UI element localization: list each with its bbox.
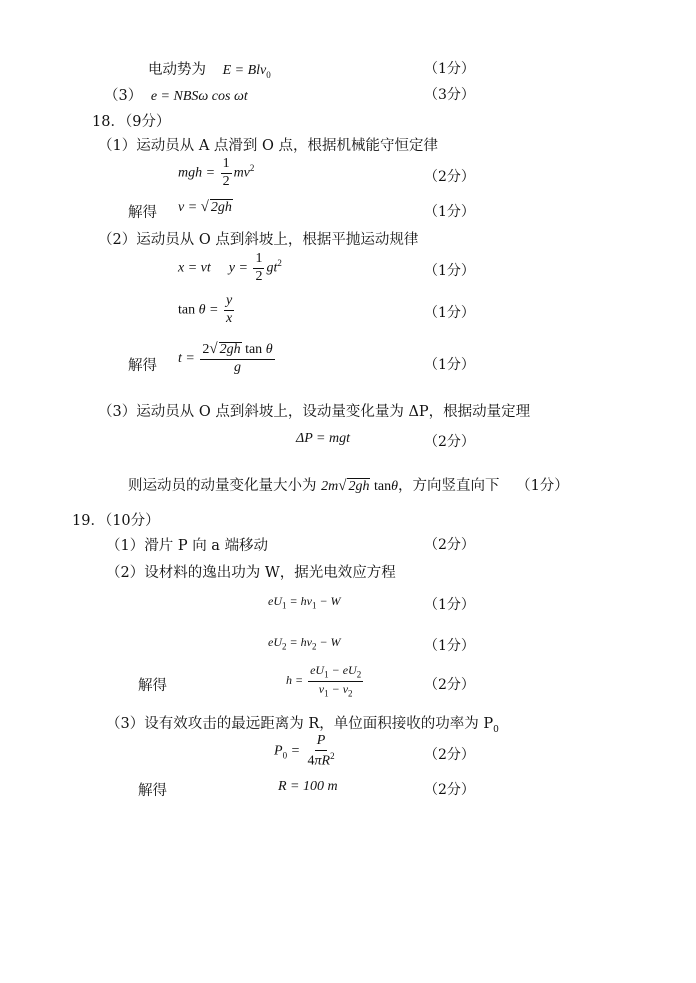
score: （1分） <box>424 61 475 77</box>
score: （1分） <box>424 357 475 373</box>
score: （1分） <box>424 638 475 654</box>
solve-label: 解得 <box>138 678 167 694</box>
q17-part3: （3） e = NBSω cos ωt <box>104 88 248 104</box>
score: （1分） <box>424 263 475 279</box>
q19-part2: （2）设材料的逸出功为 W，据光电效应方程 <box>106 565 396 581</box>
solve-label: 解得 <box>138 783 167 799</box>
emf-line: 电动势为 E = Blv$_0$ <box>148 62 271 80</box>
time-result: t = $\frac{\text{2√ 2gh tan θ}}{g}$ <box>178 341 273 375</box>
score: （2分） <box>424 537 475 553</box>
impulse-equation: ΔP = mgt <box>296 431 350 446</box>
score: （1分） <box>424 204 475 220</box>
distance-result: R = 100 m <box>278 779 338 794</box>
score: （1分） <box>424 597 475 613</box>
q18-header: 18．（9分） <box>92 114 171 130</box>
q19-part3: （3）设有效攻击的最远距离为 R，单位面积接收的功率为 $P_0$ <box>106 716 499 735</box>
energy-equation: mgh = $\frac{1}{2}$ $mv^2$ <box>178 156 255 189</box>
q18-part1: （1）运动员从 A 点滑到 O 点，根据机械能守恒定律 <box>98 138 439 154</box>
projectile-equations: x = vt y = $\frac{1}{2}$ $gt^2$ <box>178 251 282 284</box>
solve-label: 解得 <box>128 358 157 374</box>
q18-part3: （3）运动员从 O 点到斜坡上，设动量变化量为 ΔP，根据动量定理 <box>98 404 531 420</box>
q18-conclusion: 则运动员的动量变化量大小为 2m√ 2gh tanθ，方向竖直向下 （1分） <box>128 478 569 494</box>
tan-equation: tan θ = $\frac{y}{x}$ <box>178 293 233 326</box>
q18-part2: （2）运动员从 O 点到斜坡上，根据平抛运动规律 <box>98 232 419 248</box>
photoelectric-eq-2: $eU_2 = h\nu_2 - W$ <box>268 635 341 652</box>
score: （2分） <box>424 434 475 450</box>
photoelectric-eq-1: $eU_1 = h\nu_1 - W$ <box>268 594 341 611</box>
score: （2分） <box>424 169 475 185</box>
score: （3分） <box>424 87 475 103</box>
emf-ac-formula: e = NBSω cos ωt <box>150 89 248 104</box>
emf-formula: E = Blv$_0$ <box>222 63 271 80</box>
planck-result: h = $\frac{eU_1 - eU_2}{\nu_1 - \nu_2}$ <box>286 663 362 699</box>
q19-part1: （1）滑片 P 向 a 端移动 <box>106 538 269 554</box>
power-density-eq: $P_0$ = $\frac{P}{4\pi R^2}$ <box>274 733 335 769</box>
score: （2分） <box>424 677 475 693</box>
solve-label: 解得 <box>128 205 157 221</box>
score: （2分） <box>424 747 475 763</box>
score: （2分） <box>424 782 475 798</box>
momentum-magnitude: 2m√ 2gh tanθ <box>321 478 398 494</box>
q19-header: 19．（10分） <box>72 513 160 529</box>
score: （1分） <box>424 305 475 321</box>
velocity-result: v = √ 2gh <box>178 199 232 215</box>
